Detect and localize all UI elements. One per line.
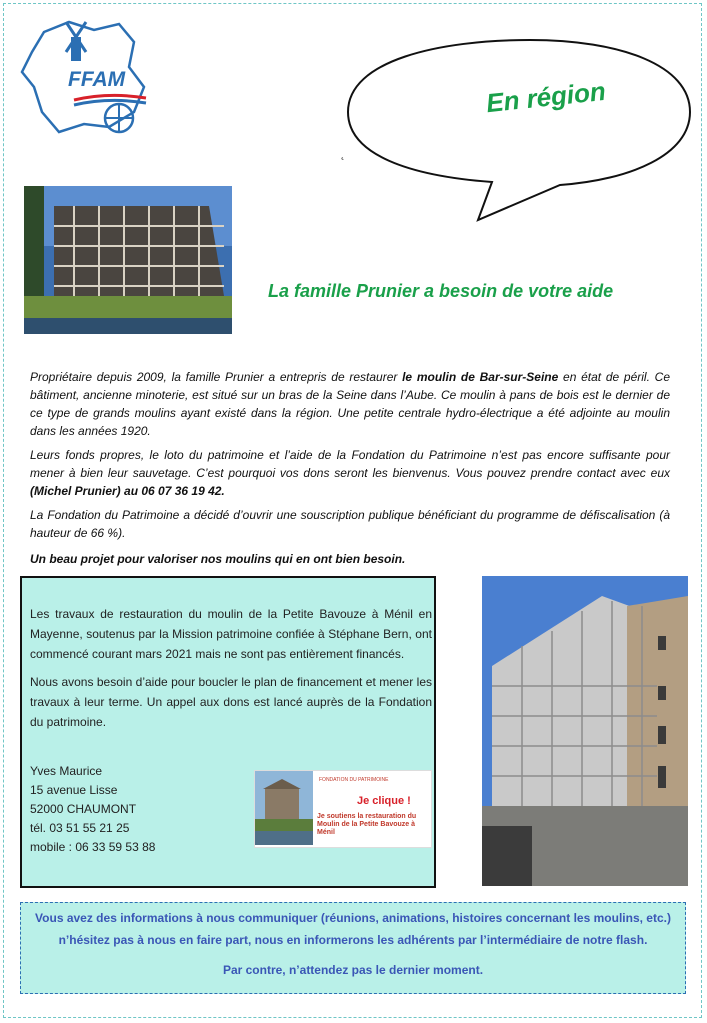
article-body [30, 368, 670, 574]
fondation-logo: FONDATION DU PATRIMOINE [319, 777, 389, 783]
restoration-box [20, 576, 436, 888]
scaffolding-photo [482, 576, 688, 886]
donation-caption: Je soutiens la restauration du Moulin de la Petite Bavouze à Ménil [317, 813, 417, 836]
wheel-icon [105, 104, 133, 132]
contact-phone-line: tél. 03 51 55 21 25 [30, 821, 130, 835]
donation-banner[interactable] [254, 770, 432, 848]
contact-phone: (Michel Prunier) au 06 07 36 19 42. [30, 484, 225, 498]
logo-text: FFAM [68, 68, 126, 91]
stray-mark: ˛ [341, 146, 345, 160]
info-line-3: Par contre, n’attendez pas le dernier moment. [222, 963, 484, 977]
donate-button[interactable]: Je clique ! [357, 795, 411, 807]
contact-mobile: mobile : 06 33 59 53 88 [30, 840, 156, 854]
info-box [20, 902, 686, 994]
mill-photo [24, 186, 232, 334]
mill-name: le moulin de Bar-sur-Seine [402, 370, 559, 384]
windmill-icon [66, 22, 86, 61]
mill-thumbnail [255, 771, 313, 845]
contact-address [30, 762, 155, 857]
article-closing: Un beau projet pour valoriser nos moulins qui en ont bien besoin. [30, 552, 406, 566]
article-paragraph-1: Propriétaire depuis 2009, la famille Prunier a entrepris de restaurer le moulin de Bar-sur-Seine en état de péril. Ce bâtiment, ancienne minoterie, est situé sur un bras de la Seine dans l’Aube. Ce moulin à pans de bois est le dernier de ce type de grands moulins ayant existé dans la région. Une petite centrale hydro-électrique a été adjointe au moulin dans les années 1920. [30, 370, 670, 438]
article-paragraph-3: La Fondation du Patrimoine a décidé d’ouvrir une souscription publique bénéficiant du programme de défiscalisation (à hauteur de 66 %). [30, 508, 670, 540]
article-paragraph-2: Leurs fonds propres, le loto du patrimoine et l’aide de la Fondation du Patrimoine n’est pas encore suffisante pour mener à bien leur sauvetage. C’est pourquoi vos dons seront les bienvenus. Vous pouvez prendre contact avec eux (Michel Prunier) au 06 07 36 19 42. [30, 448, 670, 498]
contact-street: 15 avenue Lisse [30, 783, 118, 797]
restoration-text [30, 604, 432, 740]
speech-bubble [330, 30, 700, 230]
section-title: En région [484, 75, 608, 119]
contact-name: Yves Maurice [30, 764, 103, 778]
restoration-paragraph-2: Nous avons besoin d’aide pour boucler le plan de financement et mener les travaux à leur terme. Un appel aux dons est lancé auprès de la Fondation du patrimoine. [30, 675, 432, 729]
contact-city: 52000 CHAUMONT [30, 802, 137, 816]
restoration-paragraph-1: Les travaux de restauration du moulin de la Petite Bavouze à Ménil en Mayenne, soutenus par la Mission patrimoine confiée à Stéphane Bern, ont commencé courant mars 2021 mais ne sont pas entièrement financés. [30, 607, 432, 661]
info-line-1: Vous avez des informations à nous communiquer (réunions, animations, histoires concernant les moulins, etc.) [35, 911, 671, 925]
info-line-2: n’hésitez pas à nous en faire part, nous en informerons les adhérents par l’intermédiaire de notre flash. [58, 933, 648, 947]
article-headline: La famille Prunier a besoin de votre aide [268, 281, 614, 301]
